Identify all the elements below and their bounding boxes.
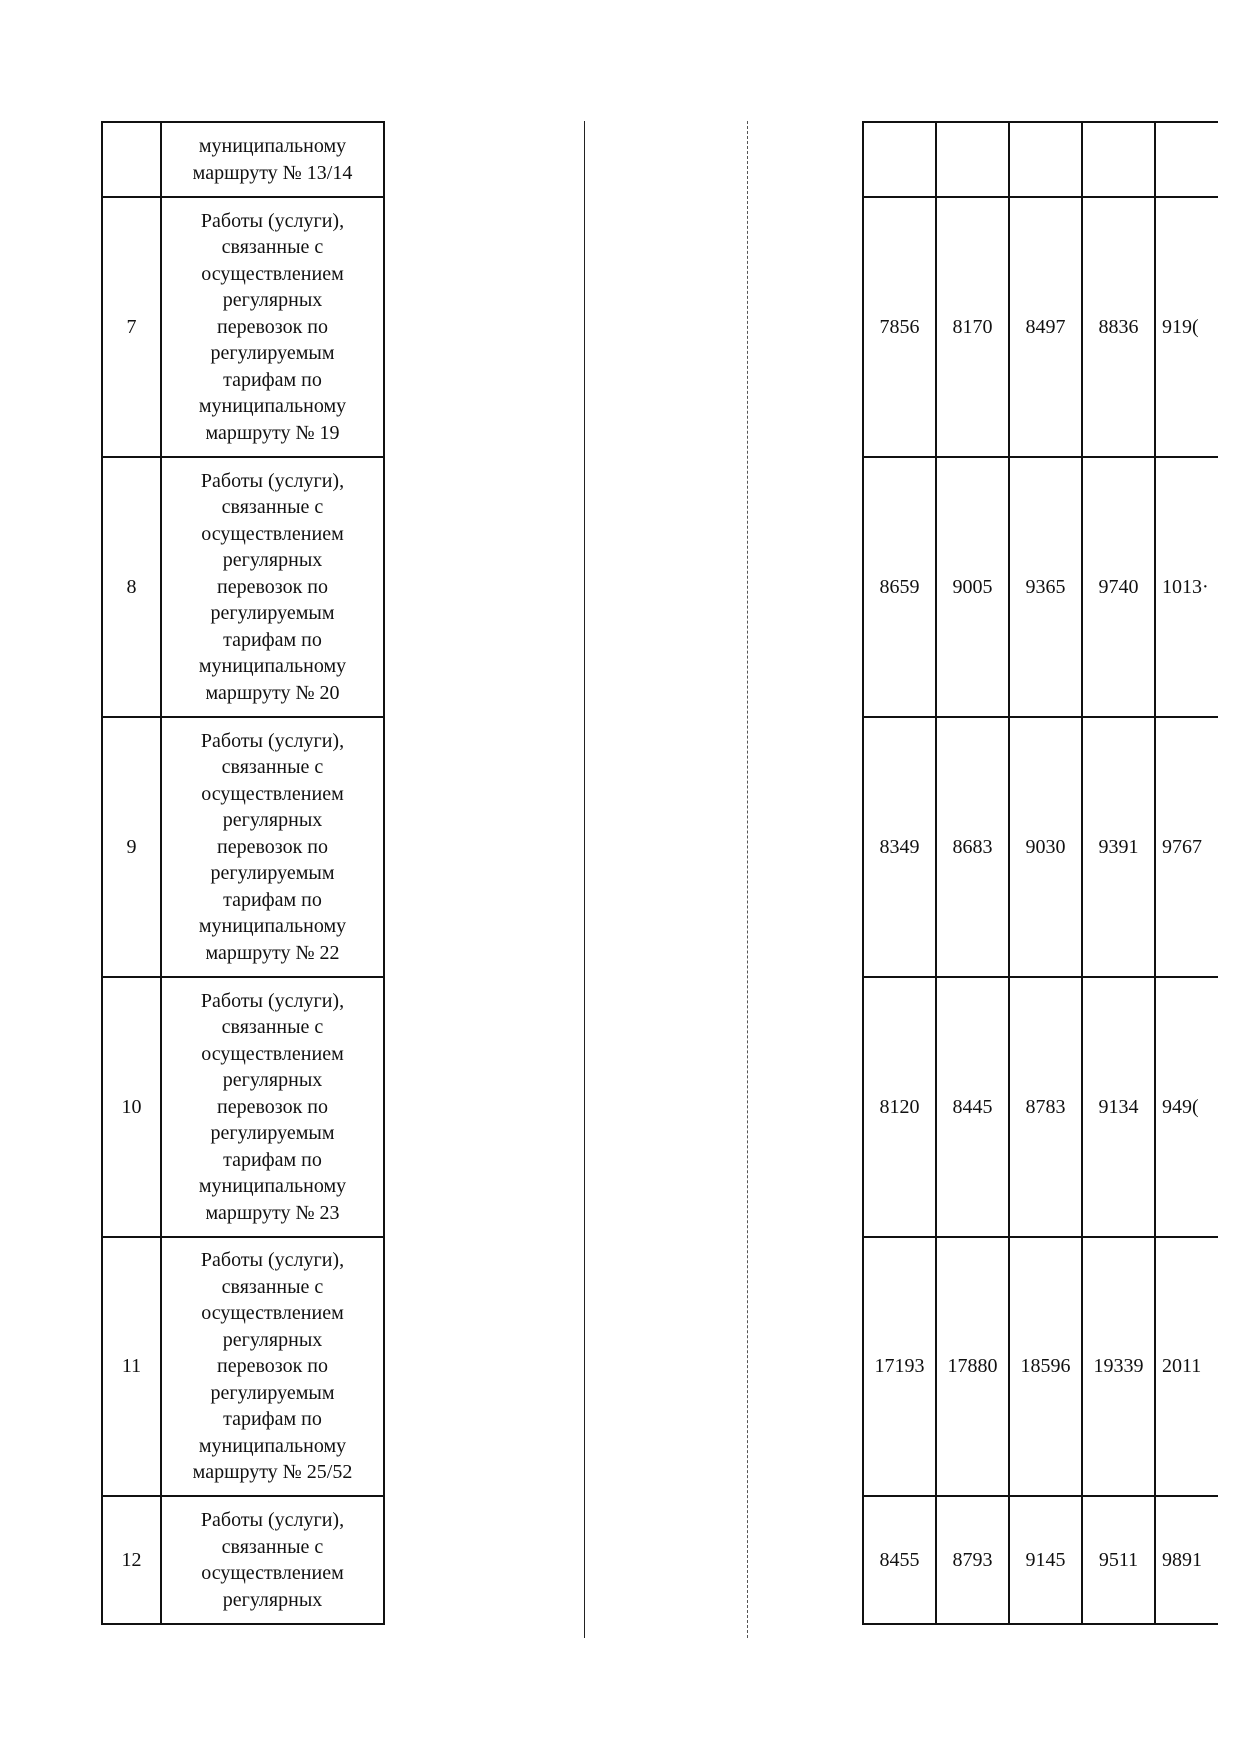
value-cell: 8170 <box>936 197 1009 457</box>
value-cell: 17880 <box>936 1237 1009 1496</box>
description-line: регулярных <box>222 289 323 312</box>
description-line: перевозок по <box>217 575 328 598</box>
description-line: связанные с <box>221 1275 324 1298</box>
description-line: осуществлением <box>201 262 344 285</box>
description-line: регулируемым <box>210 862 335 885</box>
row-number <box>102 122 161 197</box>
value-cell: 9740 <box>1082 457 1155 717</box>
description-line: связанные с <box>221 1535 324 1558</box>
row-number: 10 <box>102 977 161 1237</box>
description-line: маршруту № 25/52 <box>192 1461 353 1484</box>
description-line: связанные с <box>221 236 324 259</box>
value-cell: 9134 <box>1082 977 1155 1237</box>
description-line: муниципальному <box>198 1434 347 1457</box>
description-line: связанные с <box>221 756 324 779</box>
row-description <box>161 1496 384 1624</box>
value-cell: 8836 <box>1082 197 1155 457</box>
description-line: Работы (услуги), <box>200 469 345 492</box>
description-line: осуществлением <box>201 1562 344 1584</box>
description-line: Работы (услуги), <box>200 209 345 232</box>
table-row <box>863 197 1218 457</box>
value-cell <box>1009 122 1082 197</box>
description-line: регулируемым <box>210 602 335 625</box>
description-line: осуществлением <box>201 1302 344 1325</box>
description-line: перевозок по <box>217 835 328 858</box>
description-line: муниципальному <box>198 1175 347 1198</box>
value-cell: 9145 <box>1009 1496 1082 1624</box>
description-line: регулярных <box>222 1328 323 1351</box>
value-cell: 19339 <box>1082 1237 1155 1496</box>
row-number: 9 <box>102 717 161 977</box>
description-line: перевозок по <box>217 1355 328 1378</box>
value-cell: 8683 <box>936 717 1009 977</box>
table-row <box>863 1496 1218 1624</box>
value-cell: 9511 <box>1082 1496 1155 1624</box>
description-line: муниципальному <box>198 915 347 938</box>
description-line: перевозок по <box>217 315 328 338</box>
value-cell: 9767 <box>1155 717 1218 977</box>
table-row <box>102 1237 384 1496</box>
description-line: Работы (услуги), <box>200 1509 345 1531</box>
row-number: 11 <box>102 1237 161 1496</box>
table-row <box>102 122 384 197</box>
table-row <box>863 977 1218 1237</box>
value-cell: 2011 <box>1155 1237 1218 1496</box>
description-line: регулярных <box>222 1069 323 1092</box>
value-cell: 9891 <box>1155 1496 1218 1624</box>
description-line: муниципальному <box>198 135 347 157</box>
description-line: регулярных <box>222 549 323 572</box>
description-line: тарифам по <box>223 1148 322 1171</box>
row-description <box>161 977 384 1237</box>
value-cell <box>936 122 1009 197</box>
value-cell: 1013· <box>1155 457 1218 717</box>
description-line: маршруту № 20 <box>205 681 340 704</box>
column-divider <box>584 121 585 1638</box>
description-line: регулируемым <box>210 342 335 365</box>
value-cell: 8783 <box>1009 977 1082 1237</box>
value-cell: 9365 <box>1009 457 1082 717</box>
row-number: 12 <box>102 1496 161 1624</box>
description-line: Работы (услуги), <box>200 989 345 1012</box>
table-row <box>102 717 384 977</box>
value-cell: 8793 <box>936 1496 1009 1624</box>
value-cell: 8120 <box>863 977 936 1237</box>
description-line: связанные с <box>221 496 324 519</box>
description-line: маршруту № 22 <box>205 941 340 964</box>
row-description <box>161 122 384 197</box>
value-cell <box>1155 122 1218 197</box>
value-cell: 8455 <box>863 1496 936 1624</box>
value-cell: 9005 <box>936 457 1009 717</box>
value-cell: 7856 <box>863 197 936 457</box>
description-line: маршруту № 23 <box>205 1201 340 1224</box>
table-row <box>863 717 1218 977</box>
table-row <box>863 122 1218 197</box>
value-cell: 8659 <box>863 457 936 717</box>
row-values-table <box>862 121 1218 1625</box>
value-cell: 8497 <box>1009 197 1082 457</box>
description-line: тарифам по <box>223 368 322 391</box>
table-row <box>863 457 1218 717</box>
row-description <box>161 717 384 977</box>
description-line: тарифам по <box>223 888 322 911</box>
description-line: связанные с <box>221 1016 324 1039</box>
description-line: маршруту № 13/14 <box>192 161 353 184</box>
column-divider <box>747 121 748 1638</box>
description-line: осуществлением <box>201 782 344 805</box>
value-cell: 919( <box>1155 197 1218 457</box>
description-line: регулируемым <box>210 1122 335 1145</box>
description-line: тарифам по <box>223 628 322 651</box>
description-line: регулируемым <box>210 1381 335 1404</box>
value-cell: 17193 <box>863 1237 936 1496</box>
row-number: 8 <box>102 457 161 717</box>
description-line: муниципальному <box>198 395 347 418</box>
row-description <box>161 1237 384 1496</box>
value-cell: 18596 <box>1009 1237 1082 1496</box>
value-cell: 949( <box>1155 977 1218 1237</box>
table-row <box>863 1237 1218 1496</box>
row-description <box>161 197 384 457</box>
description-line: регулярных <box>222 809 323 832</box>
value-cell: 9391 <box>1082 717 1155 977</box>
description-line: маршруту № 19 <box>205 421 340 444</box>
value-cell: 9030 <box>1009 717 1082 977</box>
value-cell <box>1082 122 1155 197</box>
description-line: осуществлением <box>201 1042 344 1065</box>
value-cell: 8445 <box>936 977 1009 1237</box>
row-descriptions-table <box>101 121 385 1625</box>
row-description <box>161 457 384 717</box>
description-line: Работы (услуги), <box>200 1249 345 1272</box>
description-line: тарифам по <box>223 1408 322 1431</box>
row-number: 7 <box>102 197 161 457</box>
value-cell: 8349 <box>863 717 936 977</box>
description-line: муниципальному <box>198 655 347 678</box>
value-cell <box>863 122 936 197</box>
description-line: осуществлением <box>201 522 344 545</box>
description-line: перевозок по <box>217 1095 328 1118</box>
description-line: регулярных <box>222 1588 323 1611</box>
description-line: Работы (услуги), <box>200 729 345 752</box>
table-row <box>102 457 384 717</box>
table-row <box>102 977 384 1237</box>
table-row <box>102 197 384 457</box>
table-row <box>102 1496 384 1624</box>
